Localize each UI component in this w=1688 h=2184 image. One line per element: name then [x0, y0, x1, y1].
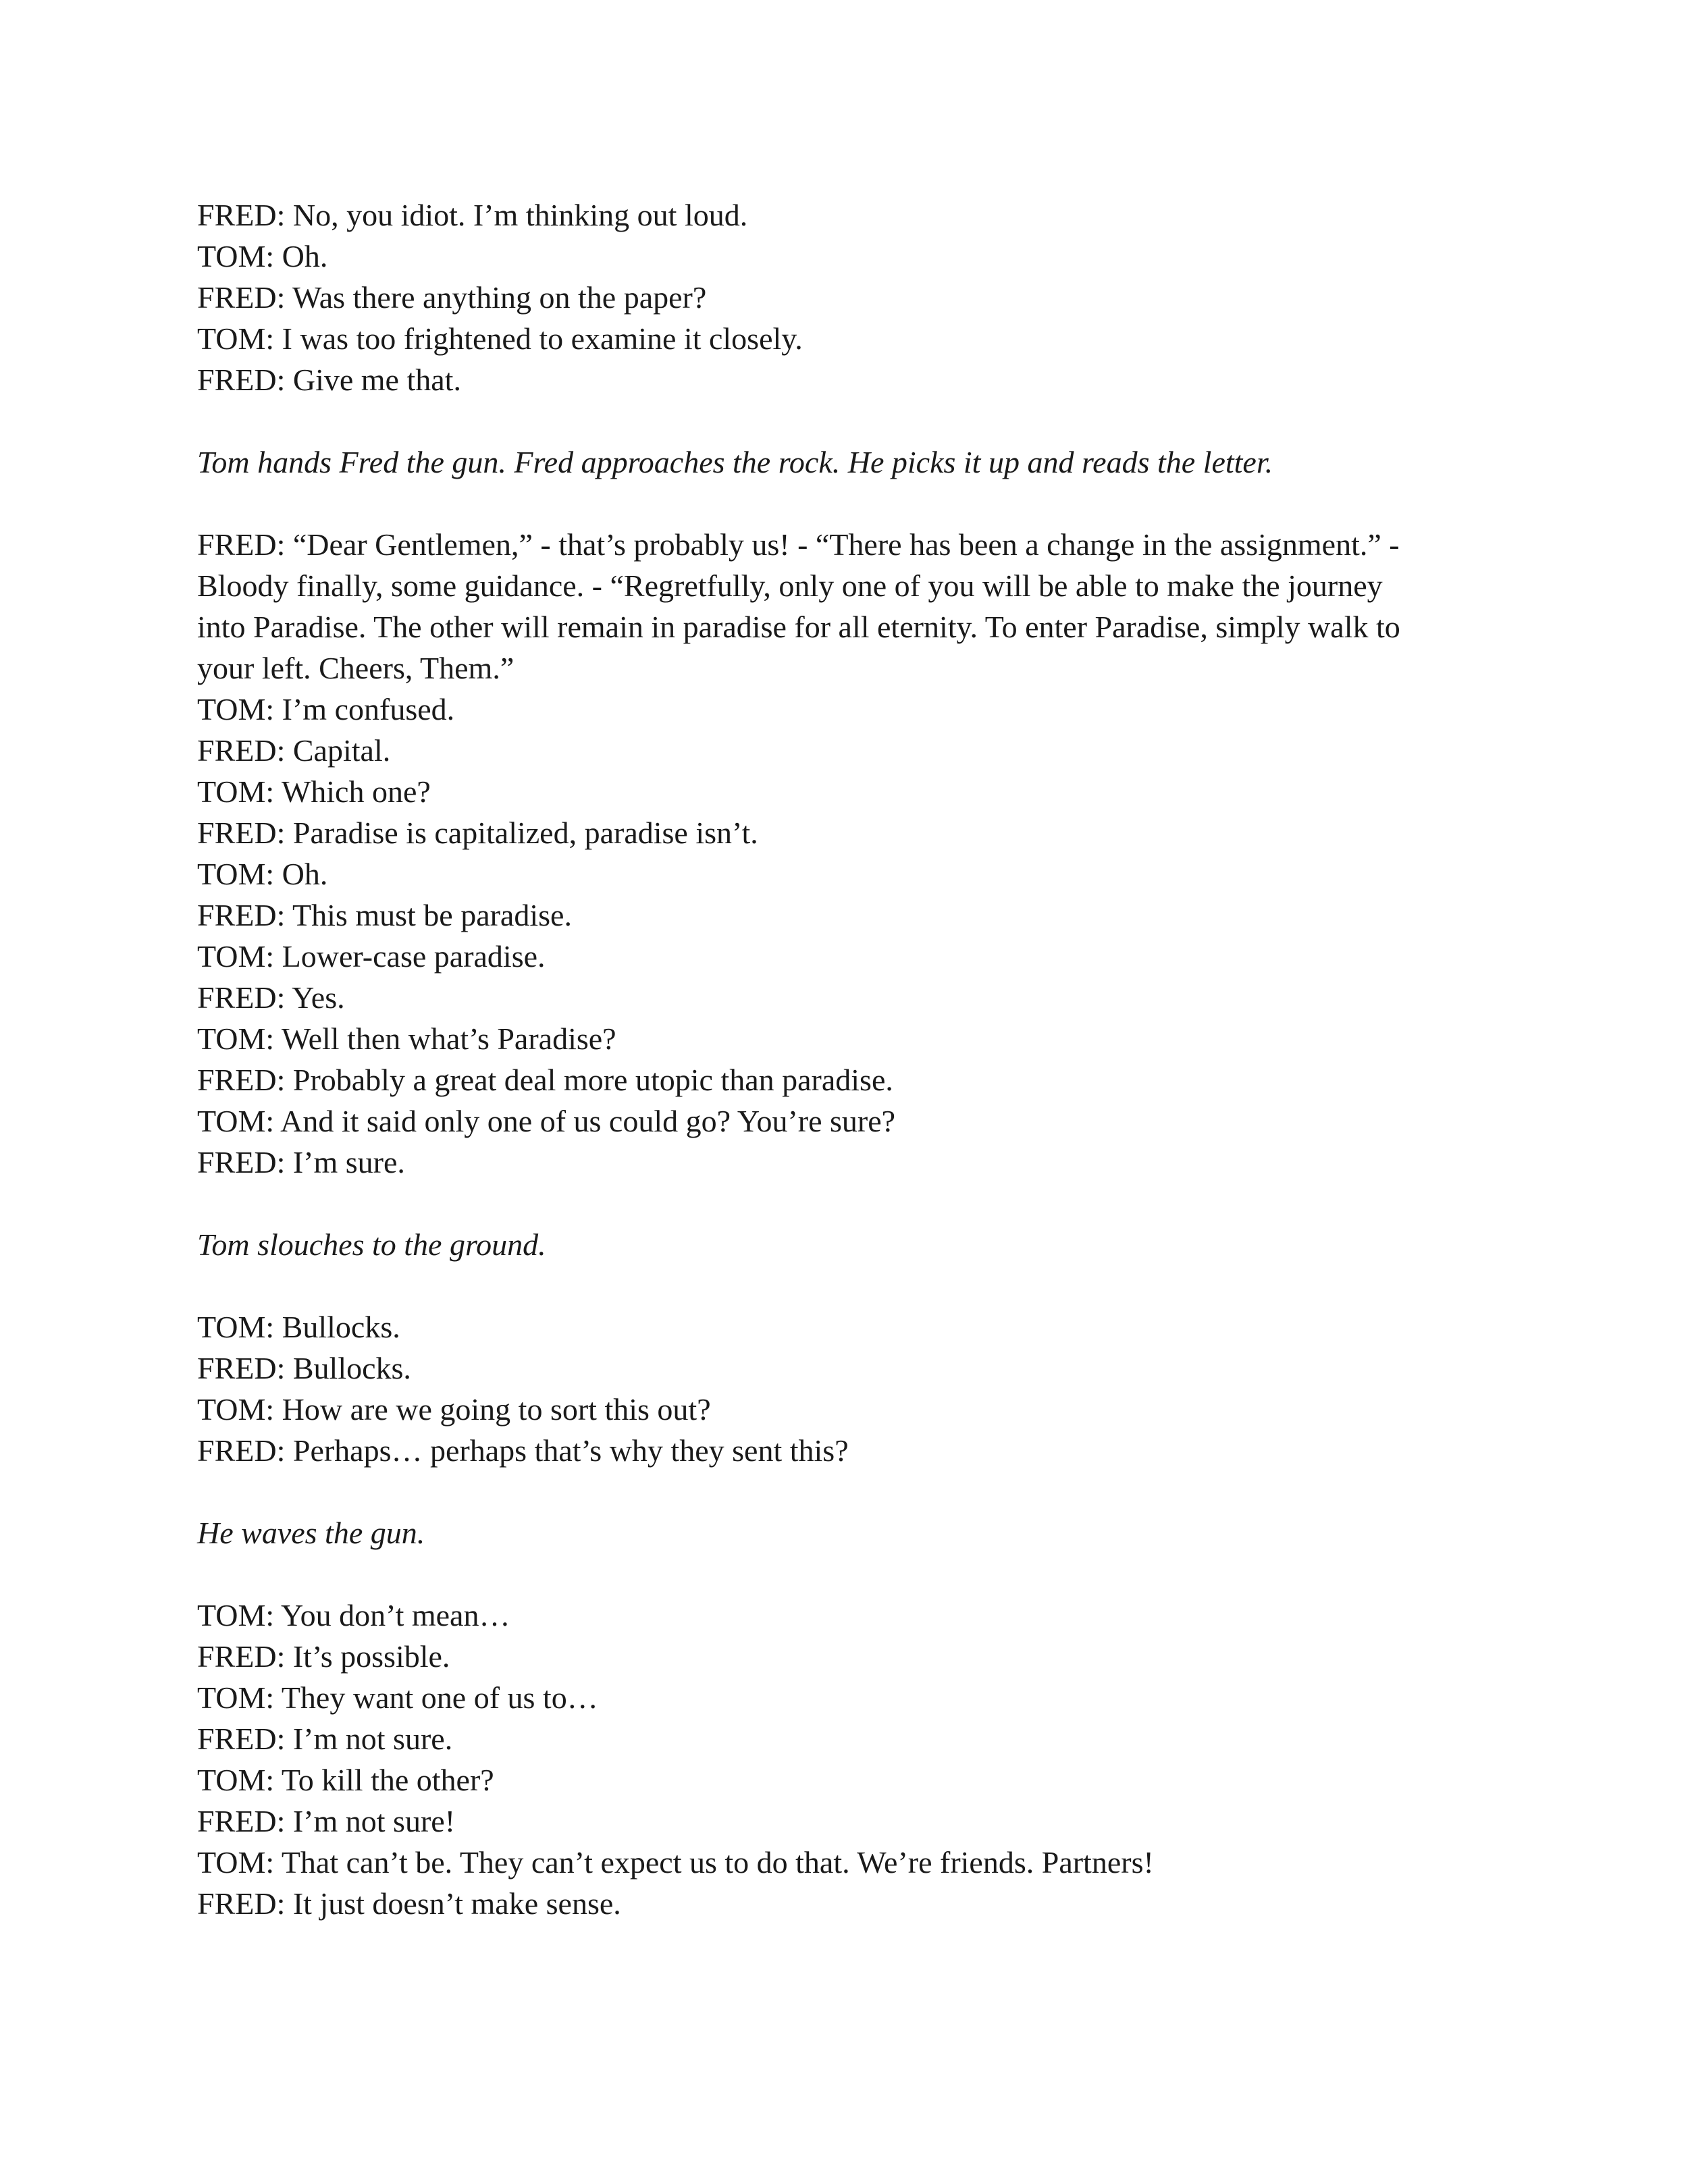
dialogue-line: FRED: Bullocks. — [197, 1351, 411, 1385]
dialogue-line: TOM: You don’t mean… — [197, 1598, 510, 1632]
dialogue-line: TOM: Bullocks. — [197, 1310, 400, 1344]
dialogue-line: FRED: Was there anything on the paper? — [197, 280, 707, 315]
dialogue-line: TOM: They want one of us to… — [197, 1680, 598, 1715]
dialogue-line: FRED: Probably a great deal more utopic than paradise. — [197, 1063, 893, 1097]
paragraph-gap — [197, 1553, 1507, 1595]
dialogue-line: TOM: Well then what’s Paradise? — [197, 1021, 616, 1056]
dialogue-line: TOM: Oh. — [197, 857, 328, 891]
dialogue-block-3 — [197, 1306, 1507, 1471]
paragraph-gap — [197, 1265, 1507, 1306]
stage-direction: He waves the gun. — [197, 1516, 425, 1550]
dialogue-line: FRED: Capital. — [197, 733, 391, 768]
dialogue-line: TOM: And it said only one of us could go? You’re sure? — [197, 1104, 896, 1138]
dialogue-line: FRED: Yes. — [197, 980, 345, 1015]
dialogue-line: Bloody finally, some guidance. - “Regretfully, only one of you will be able to make the journey — [197, 568, 1383, 603]
dialogue-line: FRED: Paradise is capitalized, paradise isn’t. — [197, 816, 758, 850]
paragraph-gap — [197, 1183, 1507, 1224]
dialogue-line: FRED: Give me that. — [197, 363, 461, 397]
dialogue-line: FRED: I’m sure. — [197, 1145, 405, 1179]
dialogue-line: TOM: Lower-case paradise. — [197, 939, 546, 974]
paragraph-gap — [197, 400, 1507, 442]
dialogue-block-2 — [197, 524, 1507, 1183]
script-page — [197, 194, 1507, 1924]
dialogue-line: FRED: Perhaps… perhaps that’s why they sent this? — [197, 1433, 849, 1468]
dialogue-block-4 — [197, 1595, 1507, 1924]
dialogue-line: FRED: I’m not sure. — [197, 1722, 453, 1756]
paragraph-gap — [197, 483, 1507, 524]
dialogue-line: your left. Cheers, Them.” — [197, 651, 515, 685]
dialogue-line: FRED: It just doesn’t make sense. — [197, 1886, 621, 1921]
dialogue-line: FRED: No, you idiot. I’m thinking out loud. — [197, 198, 748, 232]
dialogue-line: TOM: To kill the other? — [197, 1763, 494, 1797]
dialogue-line: FRED: This must be paradise. — [197, 898, 572, 932]
paragraph-gap — [197, 1471, 1507, 1512]
stage-direction: Tom hands Fred the gun. Fred approaches the rock. He picks it up and reads the letter. — [197, 445, 1273, 479]
dialogue-line: TOM: Oh. — [197, 239, 328, 273]
dialogue-line: TOM: I was too frightened to examine it closely. — [197, 321, 803, 356]
dialogue-block-1 — [197, 194, 1507, 400]
dialogue-line: TOM: That can’t be. They can’t expect us to do that. We’re friends. Partners! — [197, 1845, 1154, 1880]
dialogue-line: into Paradise. The other will remain in paradise for all eternity. To enter Paradise, simply walk to — [197, 610, 1400, 644]
dialogue-line: TOM: I’m confused. — [197, 692, 455, 726]
dialogue-line: FRED: I’m not sure! — [197, 1804, 456, 1838]
dialogue-line: TOM: How are we going to sort this out? — [197, 1392, 711, 1427]
dialogue-line: TOM: Which one? — [197, 774, 431, 809]
dialogue-line: FRED: “Dear Gentlemen,” - that’s probably us! - “There has been a change in the assignment.” - — [197, 527, 1400, 562]
dialogue-line: FRED: It’s possible. — [197, 1639, 450, 1674]
stage-direction: Tom slouches to the ground. — [197, 1227, 546, 1262]
